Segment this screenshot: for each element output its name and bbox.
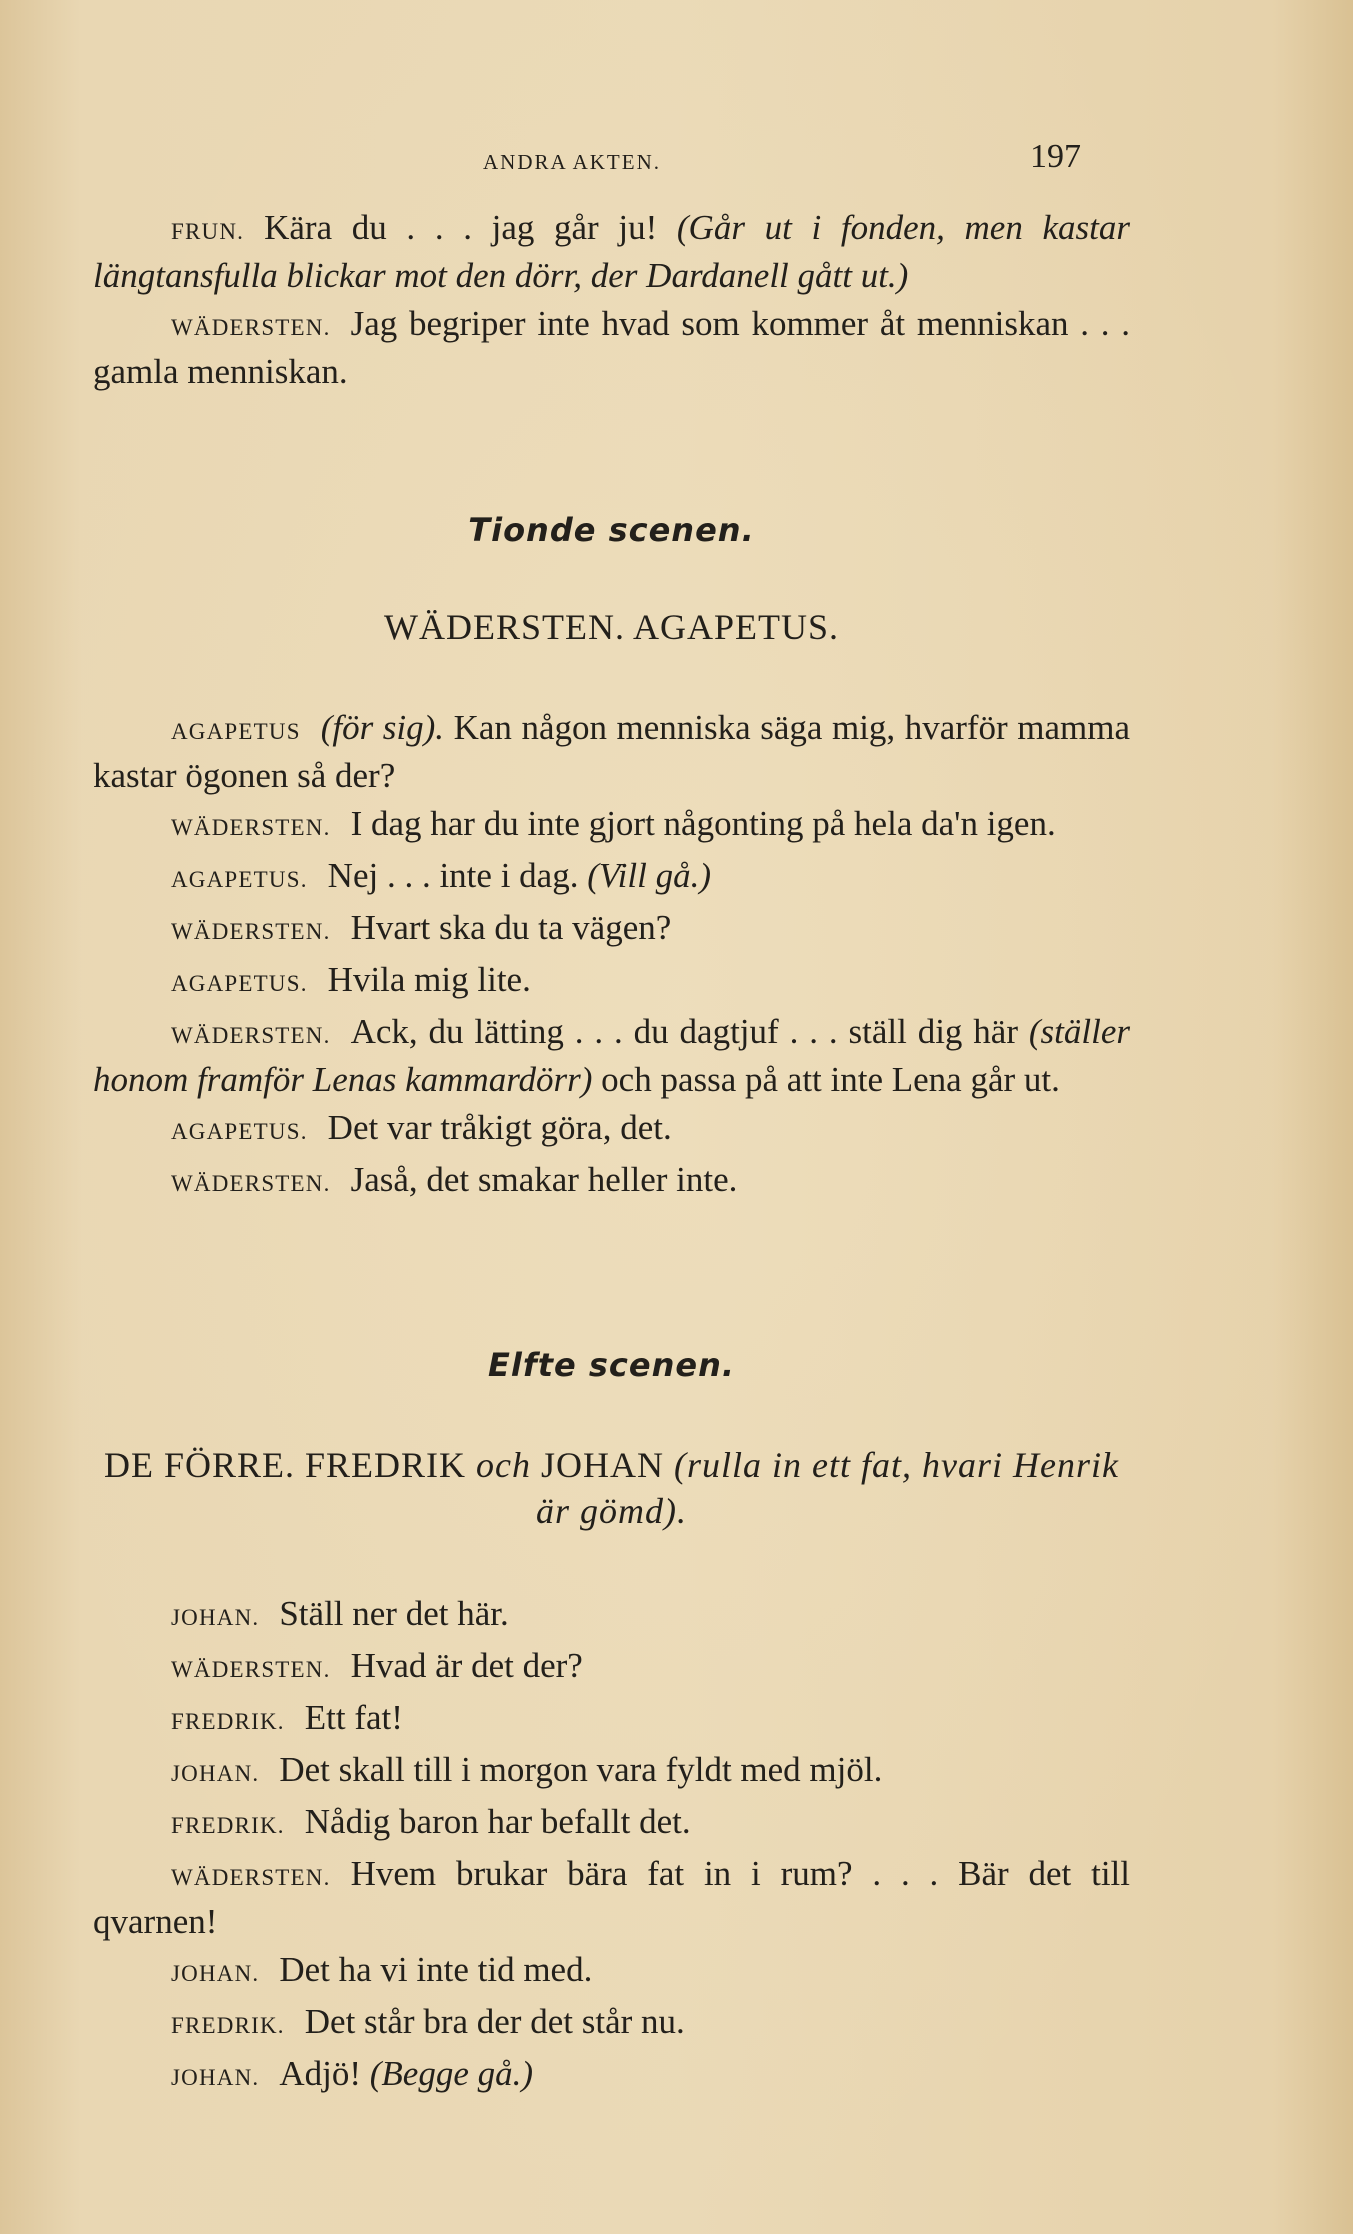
- speech-fredrik: [93, 2000, 1130, 2048]
- cast-names: DE FÖRRE. FREDRIK: [104, 1445, 467, 1485]
- speaker-label: FRUN.: [171, 219, 245, 244]
- page-number: 197: [1030, 138, 1081, 175]
- speech-text: Det skall till i morgon vara fyldt med mjöl.: [279, 1750, 883, 1789]
- speech-wadersten: [93, 1010, 1130, 1102]
- speaker-label: WÄDERSTEN.: [171, 1023, 331, 1048]
- speaker-label: WÄDERSTEN.: [171, 315, 331, 340]
- speaker-label: AGAPETUS.: [171, 1119, 308, 1144]
- speaker-label: JOHAN.: [171, 2065, 260, 2090]
- scene-cast-elfte: [93, 1442, 1130, 1534]
- speech-text: Det står bra der det står nu.: [304, 2002, 685, 2041]
- speaker-label: WÄDERSTEN.: [171, 815, 331, 840]
- dialogue-block-3: [93, 1592, 1130, 2104]
- speech-text: Kära du . . . jag går ju!: [264, 208, 677, 247]
- speech-text: Ett fat!: [304, 1698, 403, 1737]
- speech-wadersten: [93, 802, 1130, 850]
- scene-cast-tionde: WÄDERSTEN. AGAPETUS.: [383, 607, 839, 647]
- speech-johan: [93, 1948, 1130, 1996]
- speech-wadersten: [93, 302, 1130, 394]
- speech-text: Hvem brukar bära fat in i rum? . . . Bär det till qvarnen!: [93, 1854, 1130, 1941]
- cast-connector: och: [476, 1445, 532, 1485]
- page-header: [0, 140, 1353, 180]
- stage-direction: (ställer honom framför Lenas kammardörr): [93, 1012, 1130, 1099]
- speech-text: Hvart ska du ta vägen?: [350, 908, 672, 947]
- speaker-label: JOHAN.: [171, 1605, 260, 1630]
- running-head: ANDRA AKTEN.: [483, 150, 662, 174]
- speaker-label: FREDRIK.: [171, 2013, 285, 2038]
- speaker-label: WÄDERSTEN.: [171, 1171, 331, 1196]
- speaker-label: FREDRIK.: [171, 1709, 285, 1734]
- stage-direction: (Begge gå.): [369, 2054, 534, 2093]
- speech-text: Jaså, det smakar heller inte.: [350, 1160, 738, 1199]
- speech-agapetus: [93, 854, 1130, 902]
- speech-text-after: och passa på att inte Lena går ut.: [592, 1060, 1060, 1099]
- speaker-label: AGAPETUS.: [171, 867, 308, 892]
- speech-text: Nådig baron har befallt det.: [304, 1802, 691, 1841]
- speech-johan: [93, 1748, 1130, 1796]
- speech-text: I dag har du inte gjort någonting på hela da'n igen.: [350, 804, 1056, 843]
- speech-agapetus: [93, 958, 1130, 1006]
- stage-direction: (för sig).: [320, 708, 445, 747]
- speech-text: Hvad är det der?: [350, 1646, 583, 1685]
- speech-wadersten: [93, 906, 1130, 954]
- speech-fredrik: [93, 1696, 1130, 1744]
- speech-wadersten: [93, 1158, 1130, 1206]
- speech-frun: [93, 206, 1130, 298]
- speaker-label: JOHAN.: [171, 1761, 260, 1786]
- speaker-label: AGAPETUS: [171, 719, 301, 744]
- stage-direction: (rulla in ett fat, hvari Henrik är gömd).: [536, 1445, 1119, 1531]
- dialogue-block-2: [93, 706, 1130, 1210]
- speech-fredrik: [93, 1800, 1130, 1848]
- speech-text: Kan någon menniska säga mig, hvarför mamma kastar ögonen så der?: [93, 708, 1131, 795]
- speaker-label: WÄDERSTEN.: [171, 1657, 331, 1682]
- speech-text: Ställ ner det här.: [279, 1594, 509, 1633]
- speech-text: Det var tråkigt göra, det.: [327, 1108, 672, 1147]
- speech-johan: [93, 2052, 1130, 2100]
- speech-text: Nej . . . inte i dag.: [327, 856, 588, 895]
- speaker-label: AGAPETUS.: [171, 971, 308, 996]
- speech-wadersten: [93, 1852, 1130, 1944]
- speech-johan: [93, 1592, 1130, 1640]
- speech-wadersten: [93, 1644, 1130, 1692]
- scene-title-elfte: Elfte scenen.: [487, 1346, 736, 1384]
- speaker-label: FREDRIK.: [171, 1813, 285, 1838]
- scene-title-tionde: Tionde scenen.: [468, 511, 755, 549]
- speech-text: Adjö!: [279, 2054, 370, 2093]
- speaker-label: WÄDERSTEN.: [171, 1865, 331, 1890]
- speech-text: Det ha vi inte tid med.: [279, 1950, 593, 1989]
- stage-direction: (Går ut i fonden, men kastar längtansfulla blickar mot den dörr, der Dardanell gått ut.): [93, 208, 1130, 295]
- stage-direction: (Vill gå.): [587, 856, 711, 895]
- speech-text: Jag begriper inte hvad som kommer åt menniskan . . . gamla menniskan.: [93, 304, 1130, 391]
- speech-text: Ack, du lätting . . . du dagtjuf . . . ställ dig här: [350, 1012, 1029, 1051]
- speech-agapetus: [93, 706, 1130, 798]
- cast-name-johan: JOHAN: [541, 1445, 665, 1485]
- speaker-label: WÄDERSTEN.: [171, 919, 331, 944]
- dialogue-block-1: [93, 206, 1130, 398]
- speech-agapetus: [93, 1106, 1130, 1154]
- speech-text: Hvila mig lite.: [327, 960, 531, 999]
- speaker-label: JOHAN.: [171, 1961, 260, 1986]
